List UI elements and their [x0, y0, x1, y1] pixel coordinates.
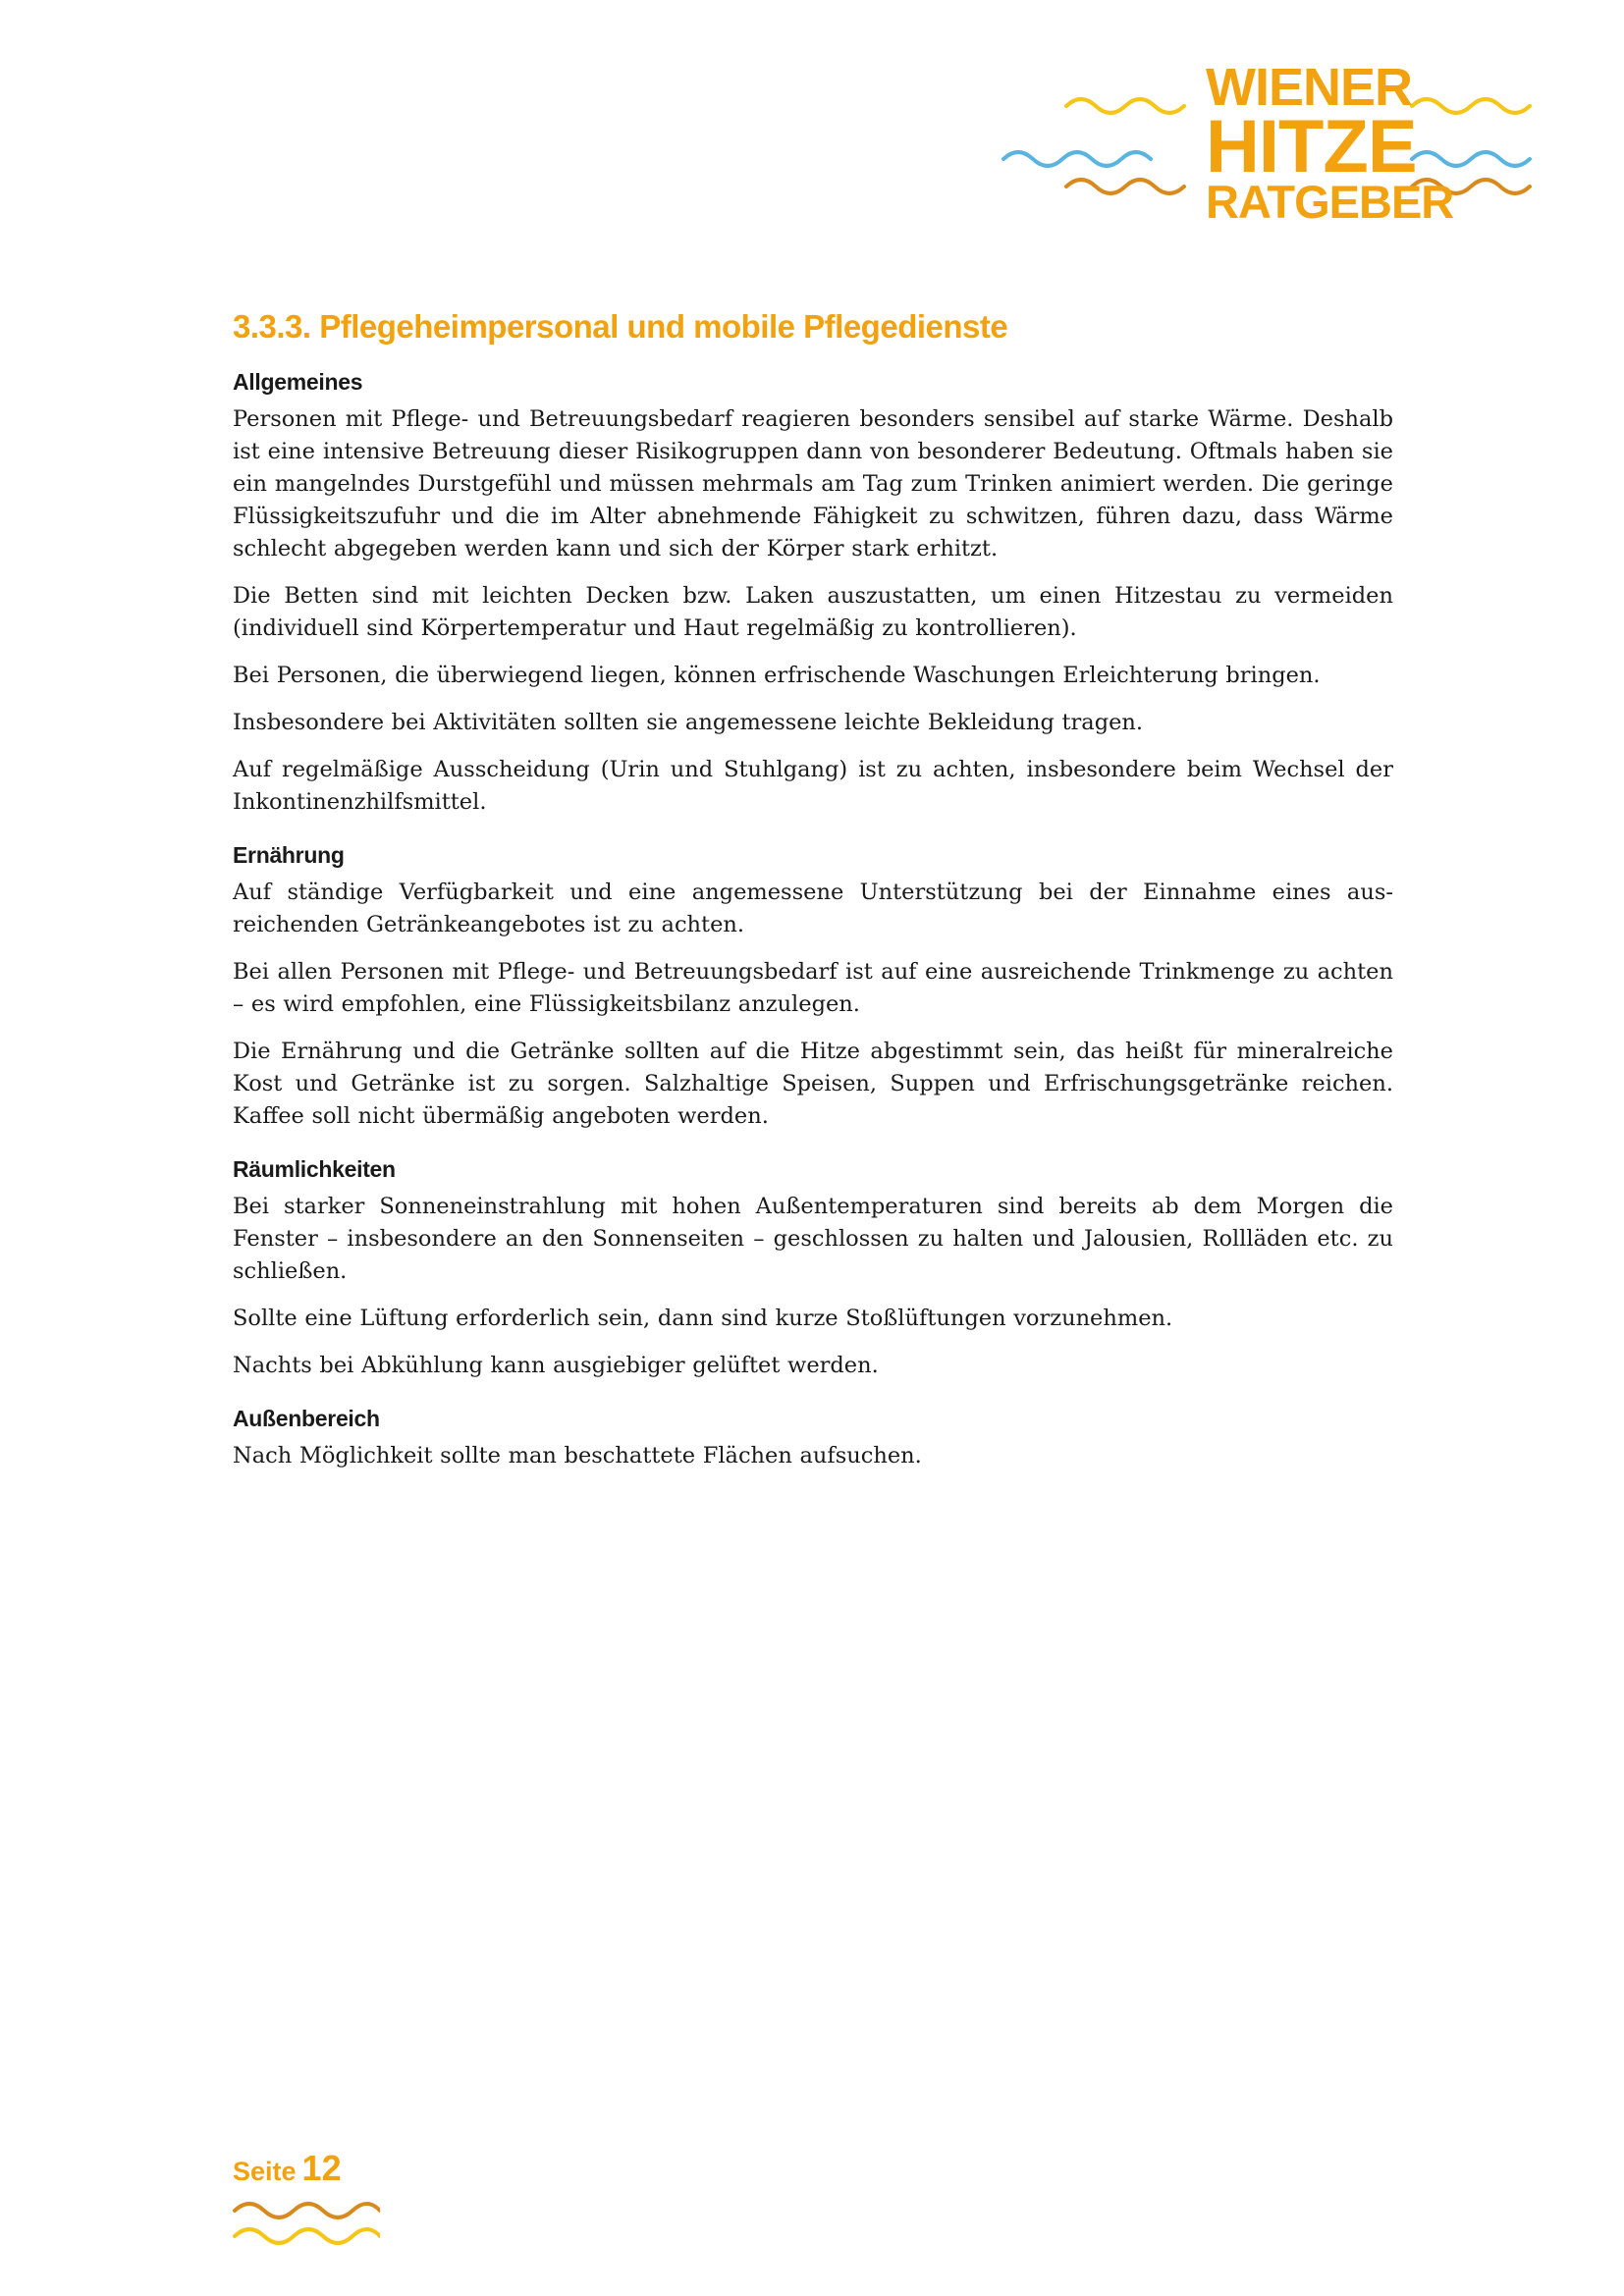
paragraph: Bei starker Sonneneinstrahlung mit hohen Außentemperaturen sind bereits ab dem Morgen die Fenster – insbesondere an den Sonnenseiten – geschlossen zu halten und Jalousien, Rollläden etc. zu schließen. [233, 1194, 1393, 1284]
logo-line-ratgeber: RATGEBER [1206, 176, 1454, 228]
paragraph: Nach Möglichkeit sollte man beschattete Flächen aufsuchen. [233, 1443, 922, 1468]
subheading-raeumlichkeiten: Räumlichkeiten [233, 1156, 396, 1182]
paragraph: Bei allen Personen mit Pflege- und Betreuungsbedarf ist auf eine ausreichende Trinkmenge zu achten – es wird empfohlen, eine Flüssigkeitsbilanz anzulegen. [233, 959, 1393, 1017]
page-word: Seite [233, 2157, 297, 2186]
paragraph: Nachts bei Abkühlung kann ausgiebiger gelüftet werden. [233, 1353, 879, 1378]
paragraph: Bei Personen, die überwiegend liegen, können erfrischende Waschungen Erleichterung bringen. [233, 663, 1321, 688]
paragraph: Personen mit Pflege- und Betreuungsbedarf reagieren besonders sensibel auf starke Wärme. Deshalb ist eine intensive Betreuung dieser Risikogruppen dann von besonderer Bedeutung. Oftmals haben sie ein mangelndes Durstgefühl und müssen mehrmals am Tag zum Trinken animiert werden. Die geringe Flüssigkeitszufuhr und die im Alter abnehmende Fähigkeit zu schwitzen, führen dazu, dass Wärme schlecht abgegeben werden kann und sich der Körper stark erhitzt. [233, 406, 1393, 561]
wiener-hitze-ratgeber-logo [1000, 58, 1589, 228]
page-number: 12 [301, 2148, 342, 2188]
subheading-allgemeines: Allgemeines [233, 369, 363, 395]
paragraph: Die Ernährung und die Getränke sollten auf die Hitze abgestimmt sein, das heißt für mineralreiche Kost und Getränke ist zu sorgen. Salzhaltige Speisen, Suppen und Erfrischungsgetränke reichen. Kaffee soll nicht übermäßig angeboten werden. [233, 1039, 1393, 1129]
subheading-ernaehrung: Ernährung [233, 842, 345, 868]
group-aussenbereich [233, 1406, 1393, 1472]
logo-wordmark [1206, 58, 1454, 228]
page-number-label [233, 2148, 342, 2189]
logo-line-wiener: WIENER [1206, 58, 1412, 117]
footer-waves-icon [233, 2197, 380, 2255]
paragraph: Sollte eine Lüftung erforderlich sein, dann sind kurze Stoßlüftungen vorzunehmen. [233, 1306, 1173, 1331]
paragraph: Die Betten sind mit leichten Decken bzw. Laken auszustatten, um einen Hitzestau zu vermeiden (individuell sind Körpertemperatur und Haut regelmäßig zu kontrollieren). [233, 583, 1393, 641]
section-title: 3.3.3. Pflegeheimpersonal und mobile Pflegedienste [233, 308, 1008, 345]
logo-line-hitze: HITZE [1206, 105, 1417, 188]
paragraph: Auf ständige Verfügbarkeit und eine angemessene Unterstützung bei der Einnahme eines ausreichenden Getränkeangebotes ist zu achten. [233, 880, 1393, 937]
group-allgemeines [233, 369, 1393, 819]
subheading-aussenbereich: Außenbereich [233, 1406, 380, 1431]
paragraph: Auf regelmäßige Ausscheidung (Urin und Stuhlgang) ist zu achten, insbesondere beim Wechsel der Inkontinenzhilfsmittel. [233, 757, 1393, 815]
group-raeumlichkeiten [233, 1156, 1393, 1382]
main-content [233, 308, 1393, 1487]
group-ernaehrung [233, 842, 1393, 1133]
paragraph: Insbesondere bei Aktivitäten sollten sie angemessene leichte Bekleidung tragen. [233, 710, 1144, 735]
